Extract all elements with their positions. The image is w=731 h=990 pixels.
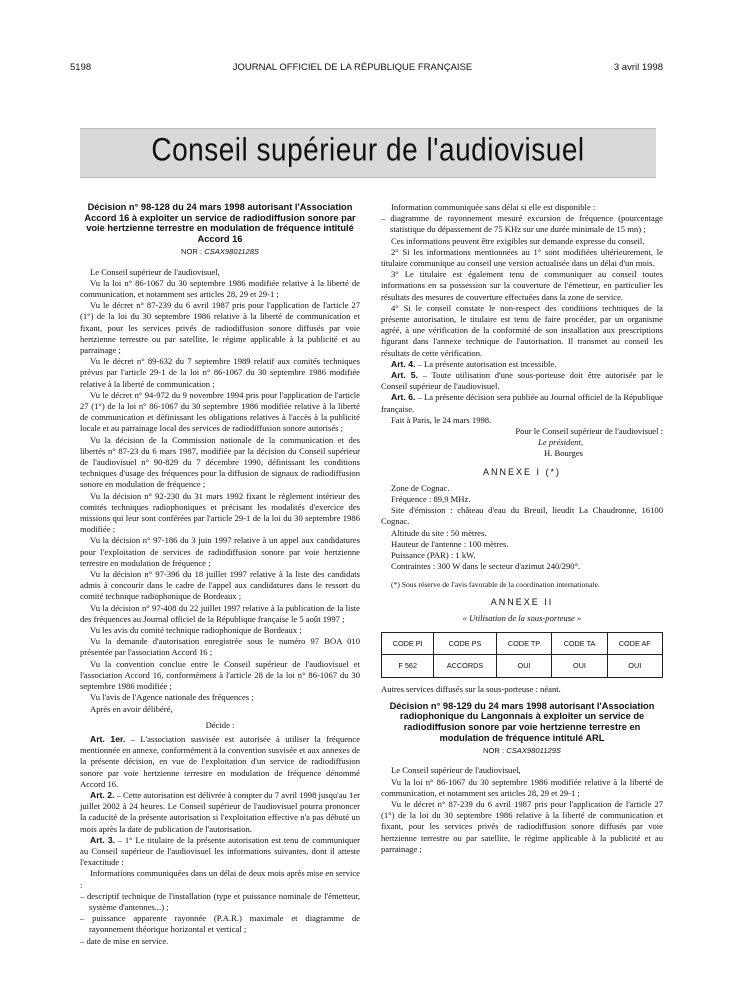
- paragraph: Vu le décret n° 94-972 du 9 novembre 1994 pris pour l'application de l'article 27 (1°) de la loi n° 86-1067 du 30 septembre 1986 modifiée relative à la liberté de communication et définissant les obligations relatives à l'accès à la publicité locale et au parrainage local des services de radiodiffusion sonore autorisés ;: [80, 389, 360, 434]
- nor-label: NOR :: [483, 746, 505, 756]
- decision-preamble: [381, 765, 663, 855]
- decision-title: Décision n° 98-128 du 24 mars 1998 autorisant l'Association Accord 16 à exploiter un service de radiodiffusion sonore par voie hertzienne terrestre en modulation de fréquence intitulé Accord 16: [84, 202, 356, 244]
- article-label: Art. 2.: [90, 789, 115, 800]
- paragraph: Vu la convention conclue entre le Conseil supérieur de l'audiovisuel et l'association Accord 16, conformément à l'article 28 de la loi n° 86-1067 du 30 septembre 1986 modifiée ;: [80, 658, 360, 692]
- article-label: Art. 5.: [391, 370, 418, 381]
- footnote: (*) Sous réserve de l'avis favorable de la coordination internationale.: [391, 579, 600, 589]
- article-label: Art. 6.: [391, 392, 416, 403]
- paragraph: Vu la demande d'autorisation enregistrée sous le numéro 97 BOA 010 présentée par l'association Accord 16 ;: [80, 636, 360, 658]
- table-cell: OUI: [552, 655, 607, 677]
- nor-reference: [80, 246, 360, 257]
- article-label: Art. 4.: [391, 358, 416, 369]
- article-text: – Toute utilisation d'une sous-porteuse doit être autorisée par le Conseil supérieur de l'audiovisuel.: [381, 370, 663, 392]
- table-header-cell: CODE PS: [434, 633, 496, 655]
- left-column: [80, 202, 360, 947]
- paragraph: Vu la décision n° 92-230 du 31 mars 1992 fixant le règlement intérieur des comités techniques radiophoniques et précisant les modalités d'exercice des missions qui leur sont conférées par l'article 29-1 de la loi du 30 septembre 1986 modifiée ;: [80, 490, 360, 535]
- paragraph: Vu le décret n° 87-239 du 6 avril 1987 pris pour l'application de l'article 27 (1°) de la loi du 30 septembre 1986 relative à la liberté de communication et fixant, pour les services privés de radiodiffusion sonore diffusés par voie hertzienne terrestre ou par satellite, le régime applicable à la publicité et au parrainage ;: [381, 798, 663, 854]
- nor-reference: [381, 745, 663, 756]
- journal-title: JOURNAL OFFICIEL DE LA RÉPUBLIQUE FRANÇAISE: [232, 62, 473, 73]
- table-cell: OUI: [607, 655, 662, 677]
- annex-line: Hauteur de l'antenne : 100 mètres.: [391, 538, 509, 549]
- paragraph: Le Conseil supérieur de l'audiovisuel,: [90, 266, 220, 277]
- article-text: – La présente décision sera publiée au Journal officiel de la République française.: [381, 392, 664, 414]
- nor-code: CSAX9801128S: [204, 247, 259, 257]
- paragraph: Vu le décret n° 89-632 du 7 septembre 1989 relatif aux comités techniques prévus par l'article 29-1 de la loi n° 86-1067 du 30 septembre 1986 modifiée relative à la liberté de communication ;: [80, 356, 360, 389]
- annex-line: Zone de Cognac.: [391, 482, 450, 493]
- table-header-cell: CODE AF: [607, 633, 662, 655]
- decision-title: Décision n° 98-129 du 24 mars 1998 autorisant l'Association radiophonique du Langonnais à exploiter un service de radiodiffusion sonore par voie hertzienne terrestre en modulation de fréquence intitulé ARL: [389, 700, 655, 743]
- article-1: [80, 734, 360, 790]
- info-paragraph: Informations communiquées dans un délai de deux mois après mise en service :: [80, 868, 360, 890]
- table-header-cell: CODE TA: [552, 633, 607, 655]
- annex-line: Contraintes : 300 W dans le secteur d'azimut 240/290°.: [391, 561, 581, 572]
- paragraph: Le Conseil supérieur de l'audiovisuel,: [391, 765, 521, 776]
- annex-2-title: ANNEXE II: [490, 596, 554, 607]
- table-cell: OUI: [496, 655, 552, 677]
- table-header-row: [382, 633, 663, 655]
- signature-line: Pour le Conseil supérieur de l'audiovisuel :: [515, 426, 663, 437]
- annex-line: Fréquence : 89,9 MHz.: [391, 494, 471, 505]
- decide-heading: Décide :: [205, 719, 235, 730]
- paragraph: Vu la loi n° 86-1067 du 30 septembre 1986 modifiée relative à la liberté de communication, et notamment ses articles 28, 29 et 29-1 ;: [80, 277, 360, 299]
- paragraph: Vu les avis du comité technique radiophonique de Bordeaux ;: [90, 625, 302, 636]
- right-column: [381, 202, 663, 855]
- paragraph: Vu la décision n° 97-186 du 3 juin 1997 relative à un appel aux candidatures pour l'exploitation de services de radiodiffusion sonore par voie hertzienne terrestre en modulation de fréquence ;: [80, 535, 360, 568]
- other-services: Autres services diffusés sur la sous-porteuse : néant.: [381, 683, 561, 694]
- banner-title: Conseil supérieur de l'audiovisuel: [151, 131, 585, 168]
- article-3: [80, 835, 360, 869]
- info-list: [381, 213, 663, 235]
- list-item: – diagramme de rayonnement mesuré excursion de fréquence (pourcentage statistique du dépassement de 75 KHz sur une durée minimale de 15 mn) ;: [381, 213, 663, 235]
- list-item: – descriptif technique de l'installation (type et puissance nominale de l'émetteur, système d'antennes...) ;: [80, 890, 360, 912]
- list-item: – date de mise en service.: [80, 935, 169, 946]
- list-item: – puissance apparente rayonnée (P.A.R.) maximale et diagramme de rayonnement théorique horizontal et vertical ;: [80, 913, 360, 935]
- article-text: – 1° Le titulaire de la présente autorisation est tenu de communiquer au Conseil supérieur de l'audiovisuel les informations suivantes, dont il atteste l'exactitude :: [80, 834, 360, 868]
- done-at: Fait à Paris, le 24 mars 1998.: [391, 414, 492, 425]
- annex-1-title: ANNEXE I (*): [482, 466, 561, 477]
- issue-date: 3 avril 1998: [613, 62, 663, 73]
- article-label: Art. 1er.: [90, 733, 126, 744]
- article-text: – Cette autorisation est délivrée à compter du 7 avril 1998 jusqu'au 1er juillet 2002 à 24 heures. Le Conseil supérieur de l'audiovisuel pourra prononcer la caducité de la présente autorisation si l'exploitation effective n'a pas débuté un mois après la date de publication de l'autorisation.: [80, 789, 360, 834]
- article-5: [381, 370, 663, 392]
- article-text: – La présente autorisation est incessible.: [415, 358, 557, 369]
- info-paragraph: Information communiquée sans délai si elle est disponible :: [391, 202, 596, 212]
- paragraph: 2° Si les informations mentionnées au 1° sont modifiées ultérieurement, le titulaire communique au conseil une version actualisée dans un délai d'un mois.: [381, 246, 663, 269]
- paragraph: Vu le décret n° 87-239 du 6 avril 1987 pris pour l'application de l'article 27 (1°) de la loi du 30 septembre 1986 relative à la liberté de communication et fixant, pour les services privés de radiodiffusion sonore diffusés par voie hertzienne terrestre ou par satellite, le régime applicable à la publicité et au parrainage ;: [80, 300, 360, 355]
- subcarrier-table: [381, 632, 663, 677]
- nor-label: NOR :: [181, 247, 203, 257]
- article-4: [381, 359, 663, 370]
- annex-1-body: [381, 483, 663, 573]
- decision-preamble: [80, 267, 360, 715]
- paragraph: Vu la décision n° 97-408 du 22 juillet 1997 relative à la publication de la liste des fréquences au Journal officiel de la République française le 5 août 1997 ;: [80, 602, 360, 624]
- table-row: [382, 655, 663, 677]
- paragraph: Vu la loi n° 86-1067 du 30 septembre 1986 modifiée relative à la liberté de communication, et notamment ses articles 28, 29 et 29-1 ;: [381, 776, 663, 798]
- table-cell: ACCORDS: [434, 655, 496, 677]
- paragraph: Après en avoir délibéré,: [90, 703, 173, 714]
- article-text: – L'association susvisée est autorisée à utiliser la fréquence mentionnée en annexe, conformément à la convention susvisée et aux annexes de la présente décision, en vue de l'exploitation d'un service de radiodiffusion sonore par voie hertzienne terrestre en modulation de fréquence dénommé Accord 16.: [80, 733, 360, 789]
- article-2: [80, 790, 360, 835]
- signature-role: Le président,: [538, 437, 583, 448]
- table-cell: F 562: [382, 655, 434, 677]
- paragraph: Vu la décision de la Commission nationale de la communication et des libertés n° 87-23 du 6 mars 1987, modifiée par la décision du Conseil supérieur de l'audiovisuel n° 90-829 du 7 décembre 1990, définissant les conditions techniques d'usage des fréquences pour la diffusion de signaux de radiodiffusion sonore en modulation de fréquence ;: [80, 434, 360, 490]
- annex-line: Puissance (PAR) : 1 kW.: [391, 550, 476, 561]
- section-banner: [80, 128, 656, 178]
- nor-code: CSAX9801129S: [506, 746, 561, 756]
- paragraph: Vu la décision n° 97-396 du 18 juillet 1997 relative à la liste des candidats admis à concourir dans le cadre de l'appel aux candidatures dans le ressort du comité technique radiophonique de Bordeaux ;: [80, 569, 360, 602]
- article-6: [381, 392, 663, 414]
- annex-line: Altitude du site : 50 mètres.: [391, 527, 487, 538]
- page-number: 5198: [70, 62, 92, 73]
- paragraph: 3° Le titulaire est également tenu de communiquer au conseil toutes informations en sa possession sur la couverture de l'émetteur, en particulier les résultats des mesures de couverture effectuées dans la zone de service.: [381, 269, 663, 302]
- page-header: [70, 62, 663, 73]
- annex-line: Site d'émission : château d'eau du Breuil, lieudit La Chaudronne, 16100 Cognac.: [381, 505, 663, 527]
- article-label: Art. 3.: [90, 834, 115, 845]
- paragraph: Ces informations peuvent être exigibles sur demande expresse du conseil.: [391, 235, 645, 246]
- table-header-cell: CODE PI: [382, 633, 434, 655]
- signature-name: H. Bourges: [544, 448, 583, 459]
- paragraph: 4° Si le conseil constate le non-respect des conditions techniques de la présente autorisation, le titulaire est tenu de faire procéder, par un organisme agréé, à une vérification de la conformité de son installation aux prescriptions figurant dans l'annexe technique de l'autorisation. Il transmet au conseil les résultats de cette vérification.: [381, 302, 663, 358]
- info-list: [80, 891, 360, 947]
- annex-2-subtitle: « Utilisation de la sous-porteuse »: [462, 612, 582, 623]
- table-header-cell: CODE TP: [496, 633, 552, 655]
- paragraph: Vu l'avis de l'Agence nationale des fréquences ;: [90, 692, 254, 703]
